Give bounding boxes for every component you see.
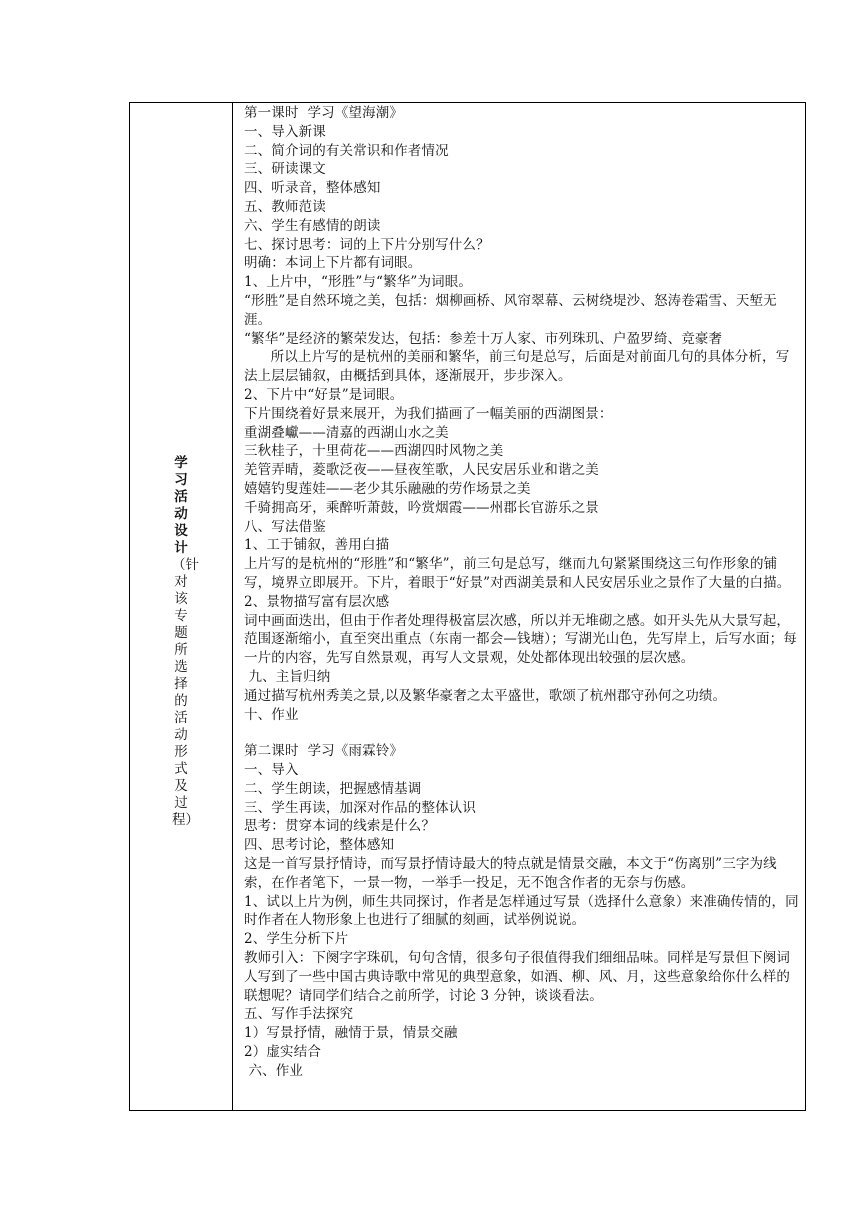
content-line: 十、作业 [244, 706, 299, 723]
content-line: 千骑拥高牙，乘醉听萧鼓，吟赏烟霞——州郡长官游乐之景 [244, 499, 599, 516]
content-line: 所以上片写的是杭州的美丽和繁华，前三句是总写，后面是对前面几句的具体分析，写法上层层铺叙，由概括到具体，逐渐展开，步步深入。 [244, 349, 790, 385]
content-line: 下片围绕着好景来展开，为我们描画了一幅美丽的西湖图景： [244, 405, 613, 422]
row-header-label [172, 454, 199, 829]
content-line: 1、上片中，“形胜”与“繁华”为词眼。 [244, 274, 473, 291]
content-line: 五、写作手法探究 [244, 1006, 354, 1023]
row-header-note: （针对该专题所选择的活动形式及过程） [172, 556, 199, 828]
blank-line [244, 724, 799, 742]
content-line: “形胜”是自然环境之美，包括：烟柳画桥、风帘翠幕、云树绕堤沙、怒涛卷霜雪、天堑无涯。 [244, 292, 777, 328]
content-line: 第一课时 学习《望海潮》 [244, 105, 404, 121]
content-line: 1）写景抒情，融情于景，情景交融 [244, 1025, 458, 1042]
content-line: 一、导入新课 [244, 123, 326, 140]
content-line: 词中画面迭出，但由于作者处理得极富层次感，所以并无堆砌之感。如开头先从大景写起，范围逐渐缩小，直至突出重点（东南一都会—钱塘）；写湖光山色，先写岸上，后写水面；每一片的内容，先写自然景观，再写人文景观，处处都体现出较强的层次感。 [244, 612, 797, 667]
content-line: 六、学生有感情的朗读 [244, 217, 381, 234]
row-header-cell [130, 103, 233, 1110]
content-line: 一、导入 [244, 762, 299, 779]
content-line: 五、教师范读 [244, 198, 326, 215]
content-line: 2、下片中“好景”是词眼。 [244, 386, 404, 403]
content-line: 第二课时 学习《雨霖铃》 [244, 743, 404, 760]
content-line: 明确：本词上下片都有词眼。 [244, 255, 422, 272]
content-line: 1、工于铺叙，善用白描 [244, 537, 390, 554]
content-line: 2、景物描写富有层次感 [244, 593, 390, 610]
content-line: 二、学生朗读，把握感情基调 [244, 780, 422, 797]
content-line: 三、学生再读，加深对作品的整体认识 [244, 799, 477, 816]
content-line: 这是一首写景抒情诗，而写景抒情诗最大的特点就是情景交融，本文于“伤离别”三字为线索，在作者笔下，一景一物，一举手一投足，无不饱含作者的无奈与伤感。 [244, 856, 777, 891]
content-line: 九、主旨归纳 [244, 668, 331, 685]
content-line: 二、简介词的有关常识和作者情况 [244, 142, 449, 159]
content-line: 重湖叠巘——清嘉的西湖山水之美 [244, 424, 449, 441]
row-header-title: 学习活动设计 [174, 454, 188, 556]
content-line: 六、作业 [244, 1062, 304, 1079]
content-line: 通过描写杭州秀美之景,以及繁华豪奢之太平盛世，歌颂了杭州郡守孙何之功绩。 [244, 687, 727, 704]
content-line: 四、思考讨论，整体感知 [244, 837, 395, 854]
content-line: 2）虚实结合 [244, 1044, 321, 1061]
content-line: 1、试以上片为例，师生共同探讨，作者是怎样通过写景（选择什么意象）来准确传情的，同时作者在人物形象上也进行了细腻的刻画，试举例说说。 [244, 893, 799, 929]
content-line: 四、听录音，整体感知 [244, 180, 381, 197]
lesson-content-cell [233, 103, 805, 1110]
content-line: 上片写的是杭州的“形胜”和“繁华”，前三句是总写，继而九句紧紧围绕这三句作形象的铺写，境界立即展开。下片，着眼于“好景”对西湖美景和人民安居乐业之景作了大量的白描。 [244, 556, 791, 591]
content-line: “繁华”是经济的繁荣发达，包括：参差十万人家、市列珠玑、户盈罗绮、竞豪奢 [244, 330, 723, 347]
content-line: 三、研读课文 [244, 161, 326, 178]
content-line: 羌管弄晴，菱歌泛夜——昼夜笙歌，人民安居乐业和谐之美 [244, 462, 599, 479]
content-line: 教师引入：下阕字字珠矶，句句含情，很多句子很值得我们细细品味。同样是写景但下阕词人写到了一些中国古典诗歌中常见的典型意象，如酒、柳、风、月，这些意象给你什么样的联想呢？请同学们结合之前所学，讨论 3 分钟，谈谈看法。 [244, 950, 790, 1004]
content-line: 八、写法借鉴 [244, 518, 326, 535]
content-line: 2、学生分析下片 [244, 931, 349, 948]
content-line: 三秋桂子，十里荷花——西湖四时风物之美 [244, 443, 504, 460]
content-line: 七、探讨思考：词的上下片分别写什么？ [244, 236, 490, 253]
content-line: 思考：贯穿本词的线索是什么？ [244, 818, 436, 835]
content-line: 嬉嬉钓叟莲娃——老少其乐融融的劳作场景之美 [244, 480, 531, 497]
lesson-plan-table [129, 102, 806, 1111]
